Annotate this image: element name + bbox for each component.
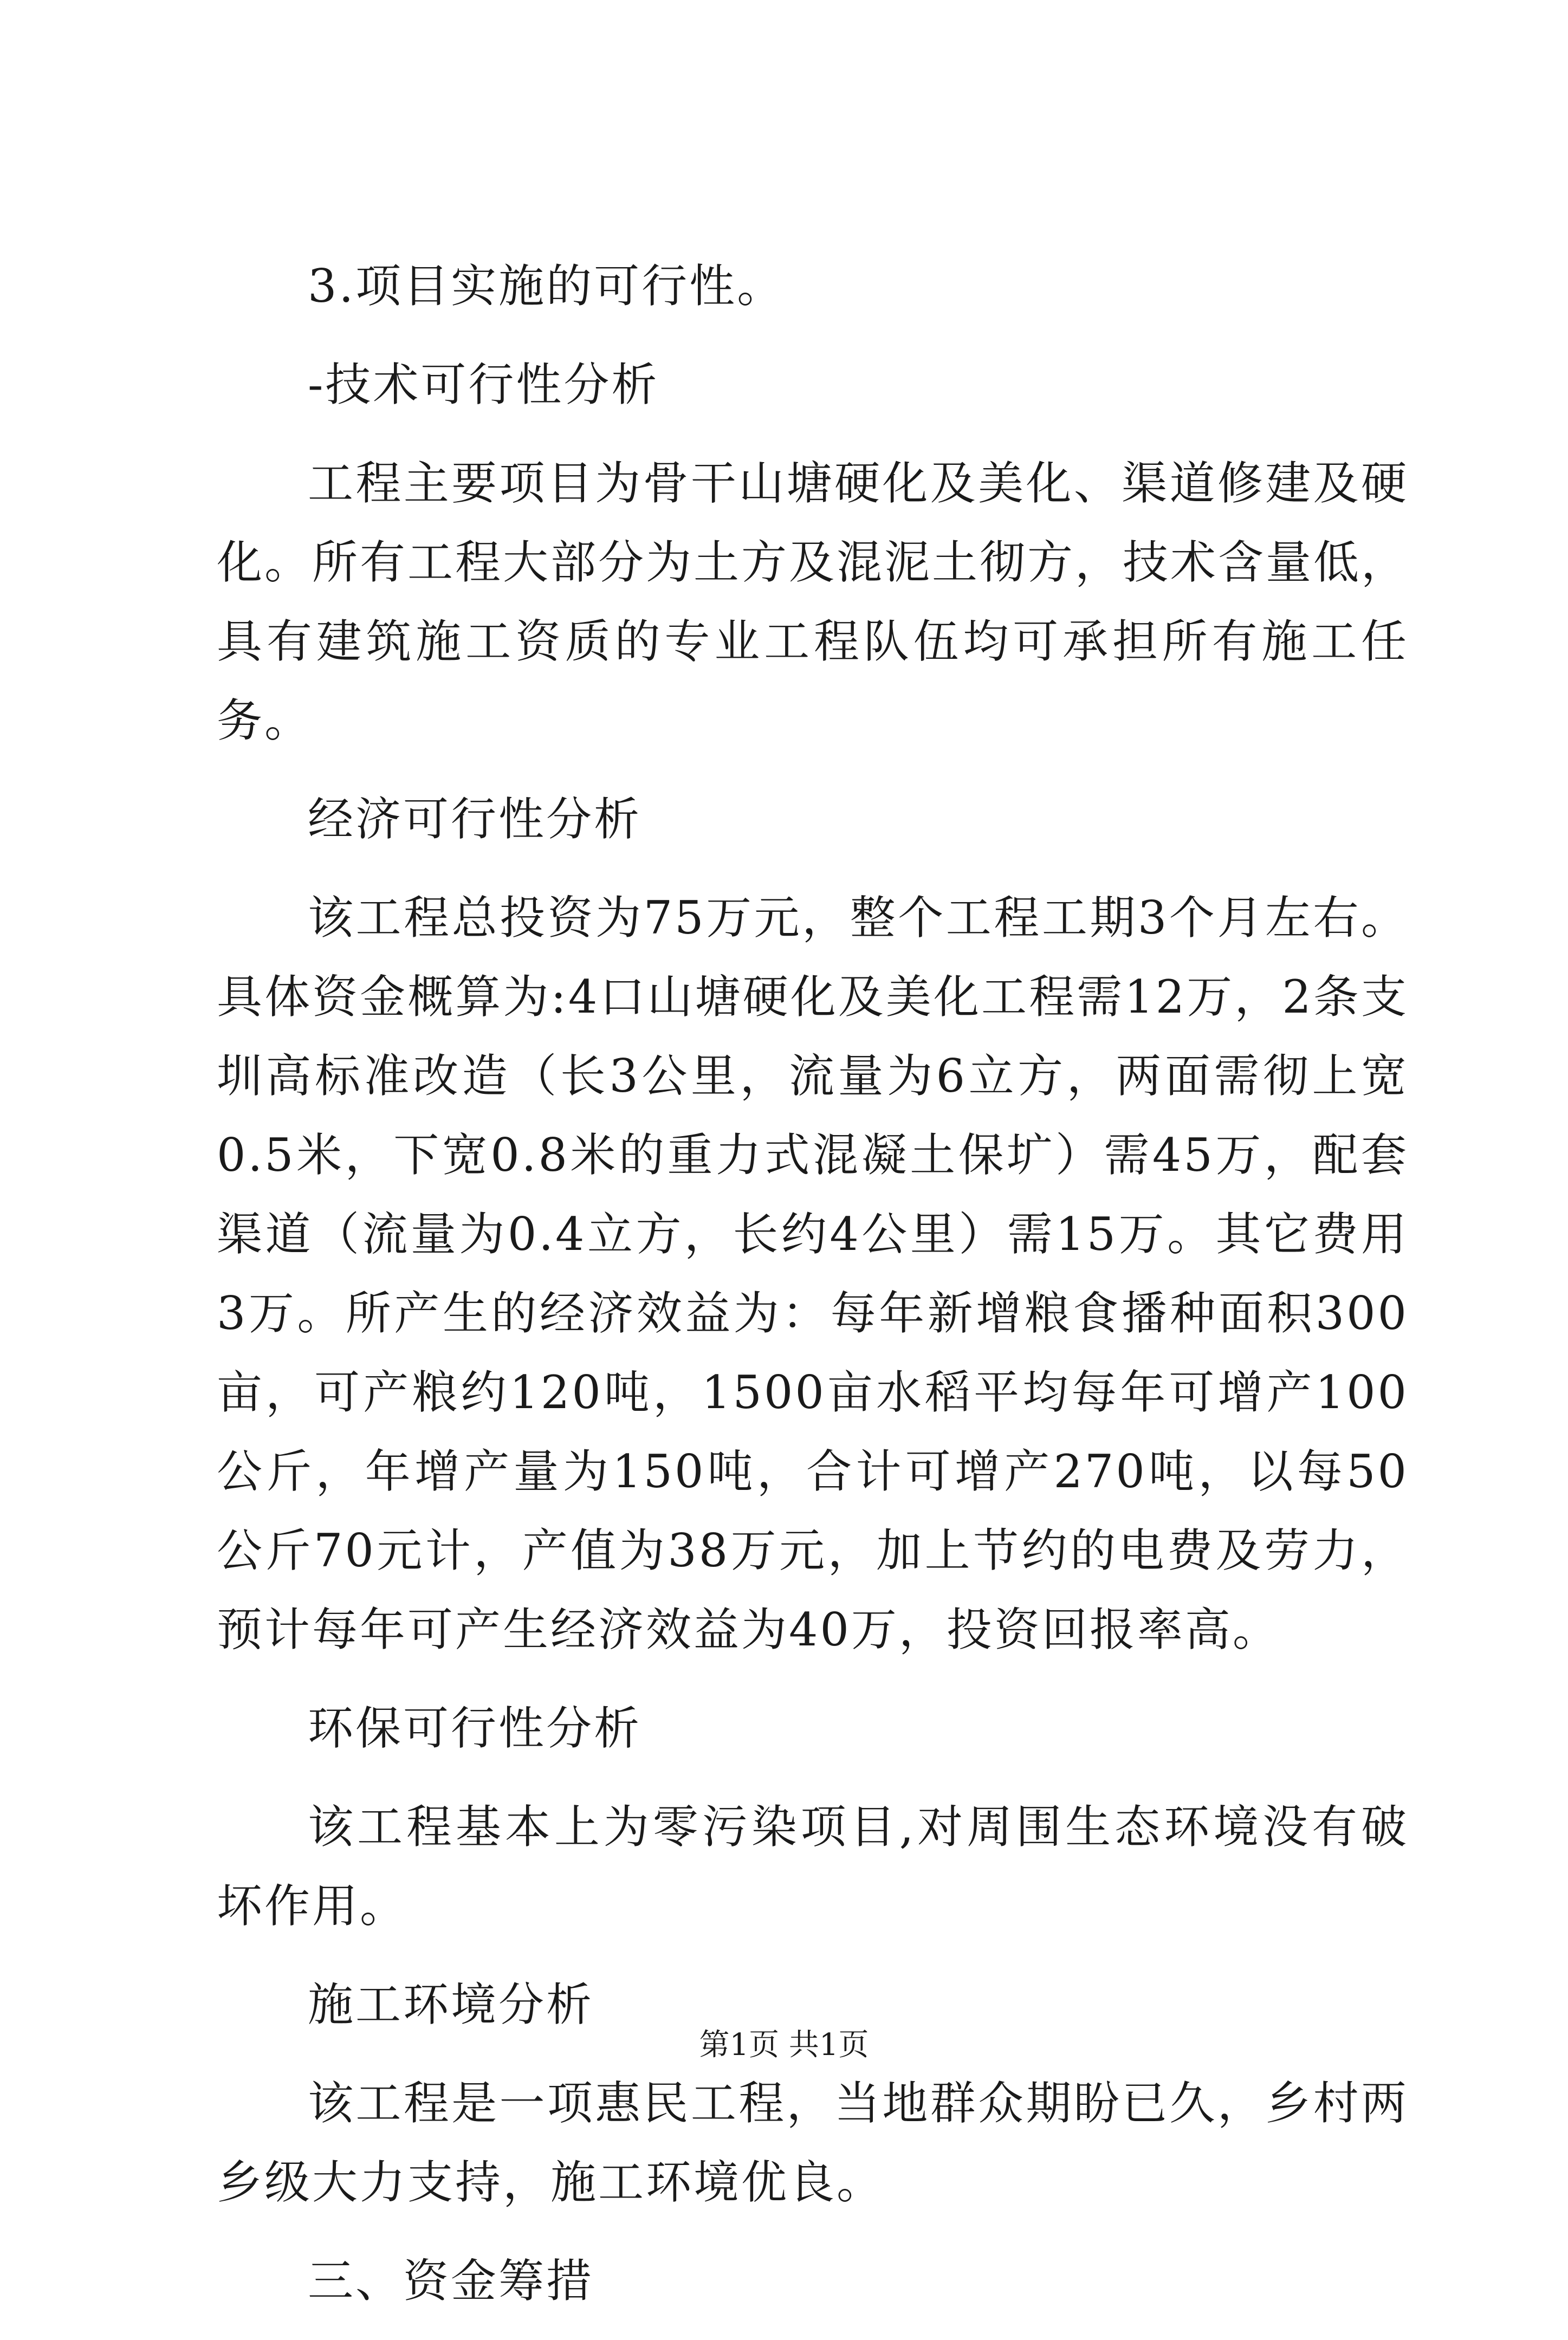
technical-feasibility-text: 工程主要项目为骨干山塘硬化及美化、渠道修建及硬化。所有工程大部分为土方及混泥土彻方，技术含量低，具有建筑施工资质的专业工程队伍均可承担所有施工任务。	[217, 457, 1409, 747]
economic-feasibility-text: 该工程总投资为75万元，整个工程工期3个月左右。具体资金概算为:4口山塘硬化及美化工程需12万，2条支圳高标准改造（长3公里，流量为6立方，两面需彻上宽0.5米，下宽0.8米的重力式混凝土保圹）需45万，配套渠道（流量为0.4立方，长约4公里）需15万。其它费用3万。所产生的经济效益为：每年新增粮食播种面积300亩，可产粮约120吨，1500亩水稻平均每年可增产100公斤，年增产量为150吨，合计可增产270吨，以每50公斤70元计，产值为38万元，加上节约的电费及劳力，预计每年可产生经济效益为40万，投资回报率高。	[217, 891, 1409, 1656]
construction-environment-text: 该工程是一项惠民工程，当地群众期盼已久，乡村两乡级大力支持，施工环境优良。	[217, 2077, 1409, 2209]
page-footer: 第1页 共1页	[699, 2027, 869, 2063]
environmental-feasibility-text: 该工程基本上为零污染项目,对周围生态环境没有破坏作用。	[217, 1800, 1409, 1933]
construction-environment-heading: 施工环境分析	[308, 1978, 594, 2031]
section-item-heading: 3.项目实施的可行性。	[308, 260, 785, 313]
environmental-feasibility-heading: 环保可行性分析	[308, 1702, 642, 1755]
economic-feasibility-heading: 经济可行性分析	[308, 793, 642, 846]
funding-section-heading: 三、资金筹措	[308, 2254, 594, 2307]
technical-feasibility-heading: -技术可行性分析	[308, 358, 659, 411]
